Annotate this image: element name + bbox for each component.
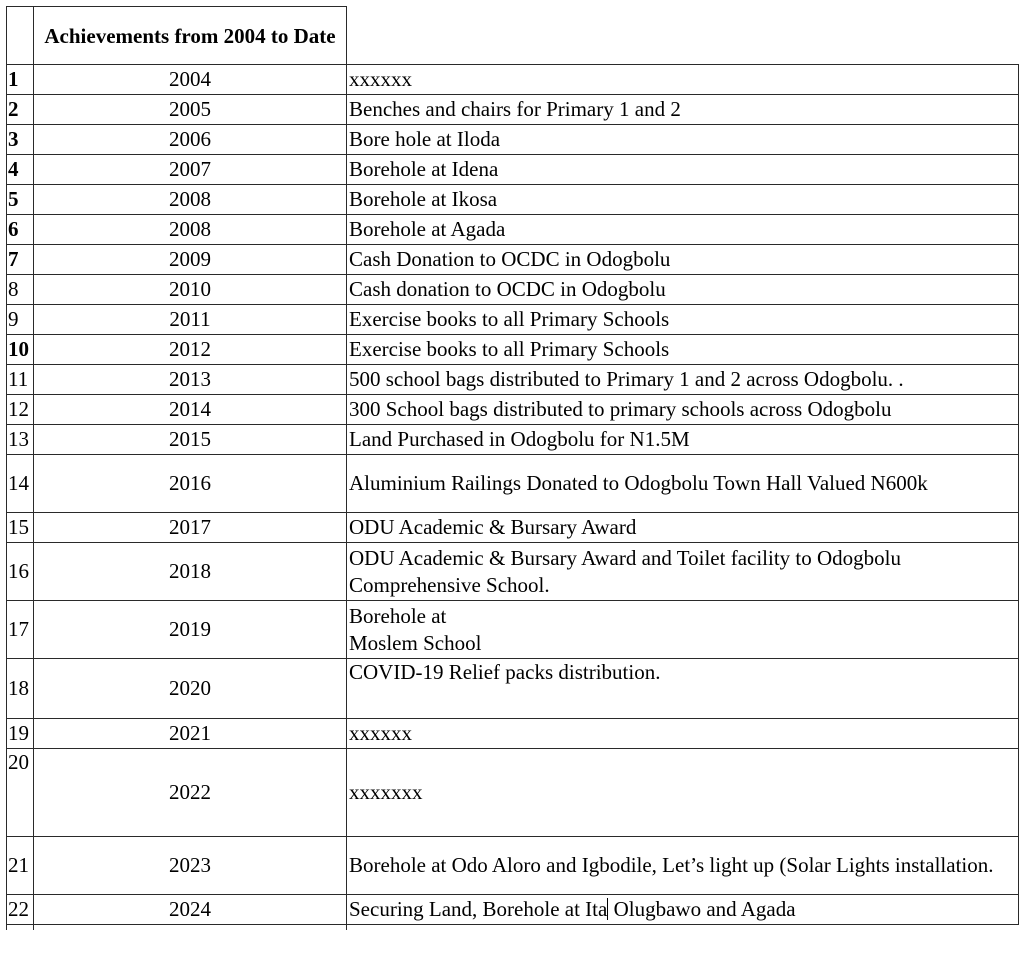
row-year: 2004 xyxy=(34,65,347,95)
table-header-row xyxy=(7,7,1019,65)
row-number: 16 xyxy=(7,543,34,601)
table-row xyxy=(7,543,1019,601)
row-description: xxxxxx xyxy=(347,65,1019,95)
row-number: 5 xyxy=(7,185,34,215)
row-number: 6 xyxy=(7,215,34,245)
row-description: Exercise books to all Primary Schools xyxy=(347,335,1019,365)
row-year: 2016 xyxy=(34,455,347,513)
table-row xyxy=(7,185,1019,215)
row-description: Cash donation to OCDC in Odogbolu xyxy=(347,275,1019,305)
row-number: 2 xyxy=(7,95,34,125)
row-number: 8 xyxy=(7,275,34,305)
row-number: 10 xyxy=(7,335,34,365)
row-description xyxy=(347,895,1019,925)
row-year: 2023 xyxy=(34,837,347,895)
table-row xyxy=(7,601,1019,659)
row-year: 2010 xyxy=(34,275,347,305)
table-row xyxy=(7,245,1019,275)
row-number: 14 xyxy=(7,455,34,513)
row-year: 2021 xyxy=(34,719,347,749)
row-number: 15 xyxy=(7,513,34,543)
row-number: 22 xyxy=(7,895,34,925)
table-row xyxy=(7,215,1019,245)
row-year: 2017 xyxy=(34,513,347,543)
row-number: 13 xyxy=(7,425,34,455)
row-year: 2006 xyxy=(34,125,347,155)
table-row xyxy=(7,425,1019,455)
row-year: 2019 xyxy=(34,601,347,659)
row-description: xxxxxx xyxy=(347,719,1019,749)
row-year: 2005 xyxy=(34,95,347,125)
row-number: 20 xyxy=(7,749,34,837)
table-row xyxy=(7,395,1019,425)
table-row-partial xyxy=(7,925,1019,931)
table-row xyxy=(7,155,1019,185)
table-row xyxy=(7,455,1019,513)
row-year: 2008 xyxy=(34,185,347,215)
row-number: 19 xyxy=(7,719,34,749)
row-year: 2014 xyxy=(34,395,347,425)
row-year: 2024 xyxy=(34,895,347,925)
table-row xyxy=(7,275,1019,305)
table-row xyxy=(7,719,1019,749)
row-description: Borehole at Odo Aloro and Igbodile, Let’s light up (Solar Lights installation. xyxy=(347,837,1019,895)
table-row xyxy=(7,125,1019,155)
row-number: 18 xyxy=(7,659,34,719)
row-description: 300 School bags distributed to primary schools across Odogbolu xyxy=(347,395,1019,425)
table-row xyxy=(7,837,1019,895)
header-number-cell xyxy=(7,7,34,65)
row-description: Bore hole at Iloda xyxy=(347,125,1019,155)
row-description: ODU Academic & Bursary Award and Toilet facility to Odogbolu Comprehensive School. xyxy=(347,543,1019,601)
row-number: 21 xyxy=(7,837,34,895)
table-row xyxy=(7,749,1019,837)
row-year: 2018 xyxy=(34,543,347,601)
table-row xyxy=(7,95,1019,125)
row-number: 7 xyxy=(7,245,34,275)
row-description: Aluminium Railings Donated to Odogbolu Town Hall Valued N600k xyxy=(347,455,1019,513)
row-description: Land Purchased in Odogbolu for N1.5M xyxy=(347,425,1019,455)
row-description-line: Borehole at xyxy=(349,603,447,628)
row-year: 2011 xyxy=(34,305,347,335)
row-number: 11 xyxy=(7,365,34,395)
row-year: 2012 xyxy=(34,335,347,365)
row-year: 2015 xyxy=(34,425,347,455)
row-number: 4 xyxy=(7,155,34,185)
table-row xyxy=(7,65,1019,95)
row-description: Borehole at Ikosa xyxy=(347,185,1019,215)
row-description: ODU Academic & Bursary Award xyxy=(347,513,1019,543)
row-year: 2007 xyxy=(34,155,347,185)
row-year: 2008 xyxy=(34,215,347,245)
row-number: 1 xyxy=(7,65,34,95)
row-description: Borehole at Idena xyxy=(347,155,1019,185)
row-description: xxxxxxx xyxy=(347,749,1019,837)
row-description: Benches and chairs for Primary 1 and 2 xyxy=(347,95,1019,125)
row-description-line: Moslem School xyxy=(349,630,482,655)
row-description: COVID-19 Relief packs distribution. xyxy=(347,659,1019,719)
row-year: 2009 xyxy=(34,245,347,275)
table-row xyxy=(7,513,1019,543)
table-row xyxy=(7,365,1019,395)
row-year: 2020 xyxy=(34,659,347,719)
row-description: 500 school bags distributed to Primary 1 and 2 across Odogbolu. . xyxy=(347,365,1019,395)
row-number: 9 xyxy=(7,305,34,335)
table-header-title: Achievements from 2004 to Date xyxy=(34,7,347,65)
row-number: 17 xyxy=(7,601,34,659)
table-row xyxy=(7,659,1019,719)
row-description-text: Securing Land, Borehole at Ita xyxy=(349,897,608,921)
row-year xyxy=(34,925,347,931)
row-description xyxy=(347,925,1019,931)
achievements-table xyxy=(6,6,1019,930)
row-number: 3 xyxy=(7,125,34,155)
row-description: Exercise books to all Primary Schools xyxy=(347,305,1019,335)
row-number: 12 xyxy=(7,395,34,425)
row-year: 2013 xyxy=(34,365,347,395)
row-description: Cash Donation to OCDC in Odogbolu xyxy=(347,245,1019,275)
row-description: Borehole at Agada xyxy=(347,215,1019,245)
row-description-text: Olugbawo and Agada xyxy=(608,897,796,921)
table-row xyxy=(7,335,1019,365)
header-empty-cell xyxy=(347,7,1019,65)
table-row xyxy=(7,895,1019,925)
row-year: 2022 xyxy=(34,749,347,837)
row-number xyxy=(7,925,34,931)
table-row xyxy=(7,305,1019,335)
row-description xyxy=(347,601,1019,659)
